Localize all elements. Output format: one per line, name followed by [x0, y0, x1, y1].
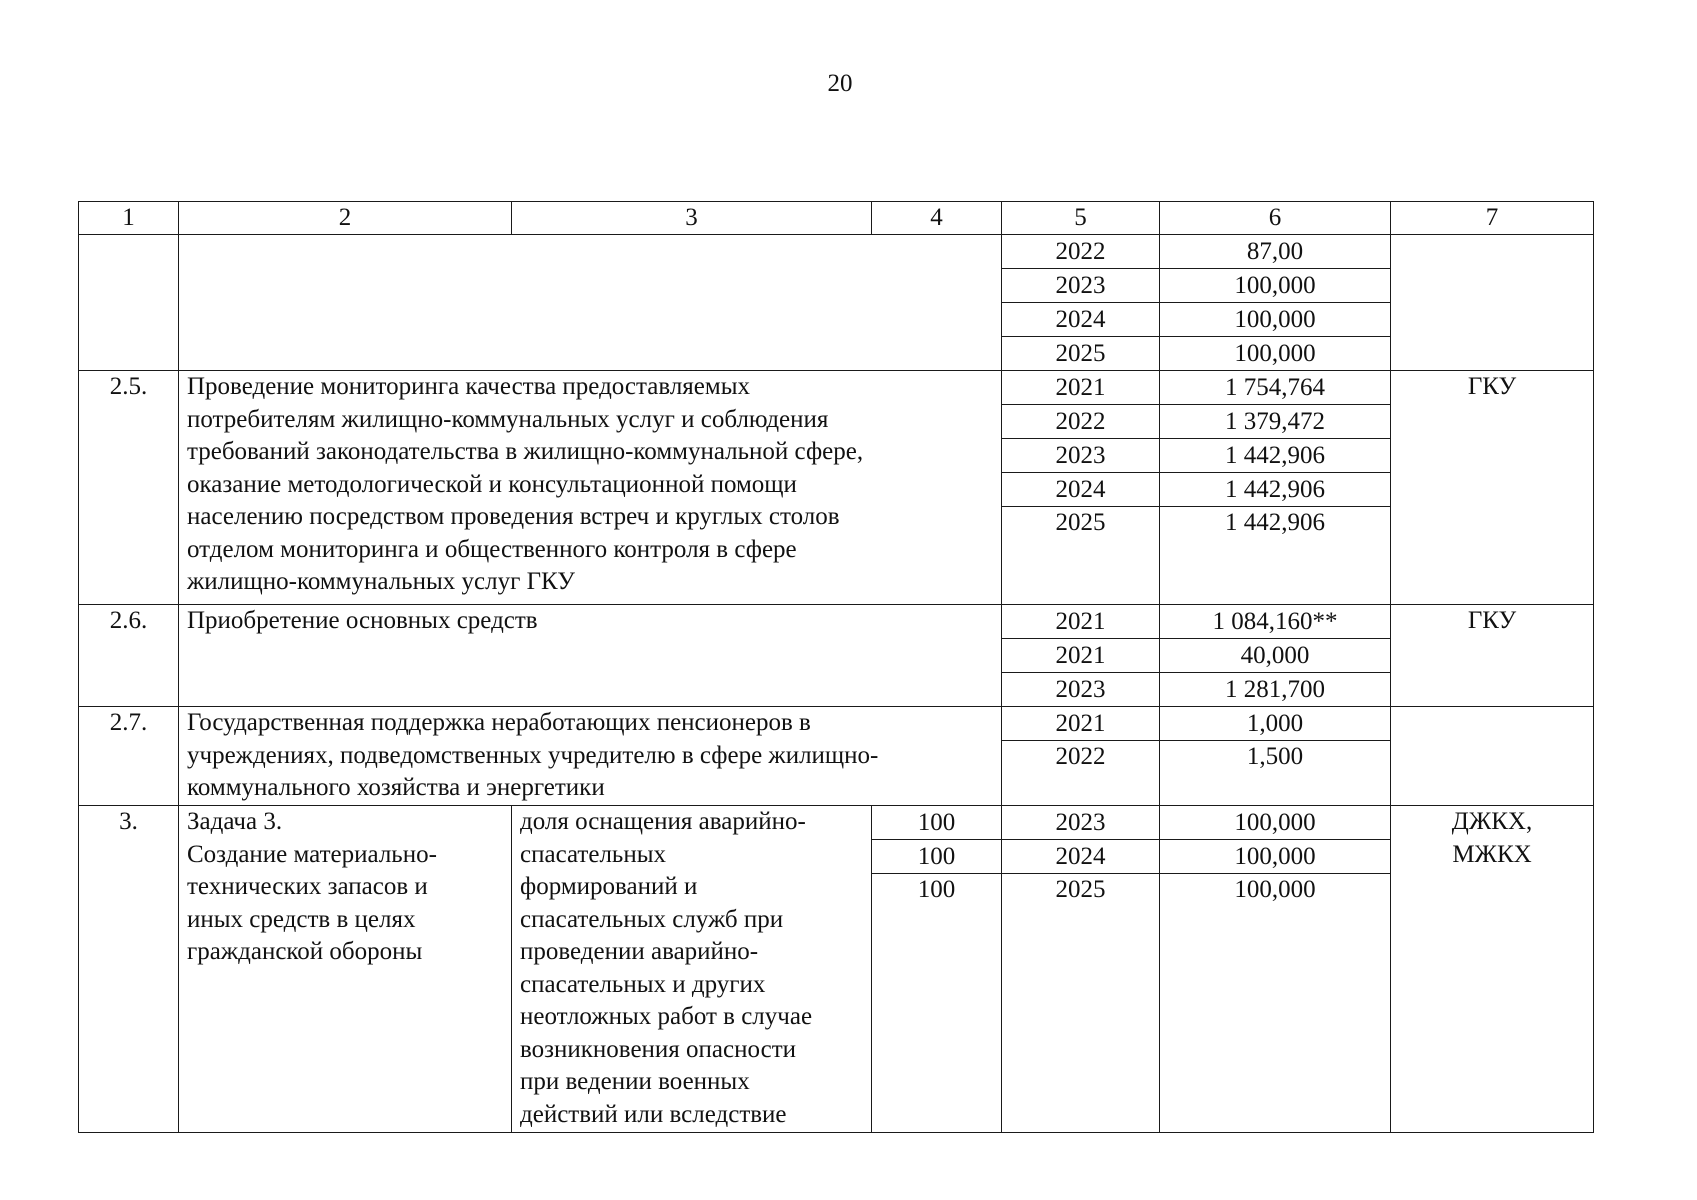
amount-cell: 1 754,764: [1160, 371, 1391, 405]
amount-cell: 1 442,906: [1160, 473, 1391, 507]
indicator-line: неотложных работ в случае: [520, 1003, 813, 1030]
program-measures-table: [78, 201, 1594, 1133]
row-number: 2.5.: [79, 371, 179, 605]
amount-cell: 100,000: [1160, 806, 1391, 840]
executor-cell: [1391, 707, 1594, 806]
indicator-line: при ведении военных: [520, 1068, 750, 1095]
executor-cell: ГКУ: [1391, 605, 1594, 707]
amount-cell: 1 281,700: [1160, 673, 1391, 707]
measure-description: [179, 707, 1002, 806]
measure-line: коммунального хозяйства и энергетики: [187, 774, 605, 801]
row-number: 2.7.: [79, 707, 179, 806]
row-number: 2.6.: [79, 605, 179, 707]
header-col-6: 6: [1160, 202, 1391, 235]
year-cell: 2024: [1002, 303, 1160, 337]
cont-text-cell: [179, 235, 1002, 371]
indicator-line: возникновения опасности: [520, 1035, 797, 1063]
amount-cell: 100,000: [1160, 303, 1391, 337]
year-cell: 2023: [1002, 269, 1160, 303]
row-number: 3.: [79, 806, 179, 1133]
target-value-cell: 100: [872, 840, 1002, 874]
year-cell: 2025: [1002, 874, 1160, 1133]
indicator-line: проведении аварийно-: [520, 938, 759, 965]
executor-cell: ГКУ: [1391, 371, 1594, 605]
target-value-cell: 100: [872, 874, 1002, 1133]
task-line: Создание материально-: [187, 840, 437, 868]
table-row: [79, 371, 1594, 405]
amount-cell: 1 084,160**: [1160, 605, 1391, 639]
task-line: иных средств в целях: [187, 905, 416, 933]
cont-num-cell: [79, 235, 179, 371]
measure-line: Государственная поддержка неработающих пенсионеров в: [187, 709, 811, 736]
header-col-7: 7: [1391, 202, 1594, 235]
year-cell: 2022: [1002, 741, 1160, 806]
amount-cell: 87,00: [1160, 235, 1391, 269]
year-cell: 2022: [1002, 405, 1160, 439]
page-number: 20: [827, 70, 853, 97]
header-col-3: 3: [512, 202, 872, 235]
table-header-row: [79, 202, 1594, 235]
executor-line: ДЖКХ,: [1451, 808, 1533, 835]
indicator-description: [512, 806, 872, 1133]
measure-line: Проведение мониторинга качества предоставляемых: [187, 373, 751, 400]
amount-cell: 100,000: [1160, 269, 1391, 303]
year-cell: 2022: [1002, 235, 1160, 269]
measure-description: [179, 371, 1002, 605]
indicator-line: спасательных служб при: [520, 905, 784, 933]
amount-cell: 1,000: [1160, 707, 1391, 741]
year-cell: 2021: [1002, 639, 1160, 673]
task-line: гражданской обороны: [187, 938, 423, 965]
header-col-5: 5: [1002, 202, 1160, 235]
indicator-line: формирований и: [520, 873, 698, 900]
indicator-line: спасательных и других: [520, 970, 766, 998]
amount-cell: 100,000: [1160, 874, 1391, 1133]
measure-description: Приобретение основных средств: [179, 605, 1002, 707]
year-cell: 2025: [1002, 337, 1160, 371]
measure-line: жилищно-коммунальных услуг ГКУ: [187, 568, 575, 595]
measure-line: учреждениях, подведомственных учредителю в сфере жилищно-: [187, 741, 879, 769]
amount-cell: 1 442,906: [1160, 439, 1391, 473]
task-line: Задача 3.: [187, 808, 283, 835]
year-cell: 2021: [1002, 707, 1160, 741]
header-col-2: 2: [179, 202, 512, 235]
year-cell: 2021: [1002, 605, 1160, 639]
table-row: [79, 605, 1594, 639]
amount-cell: 1 442,906: [1160, 507, 1391, 605]
year-cell: 2023: [1002, 806, 1160, 840]
indicator-line: доля оснащения аварийно-: [520, 808, 806, 835]
year-cell: 2021: [1002, 371, 1160, 405]
table-row: [79, 235, 1594, 269]
measure-line: требований законодательства в жилищно-коммунальной сфере,: [187, 438, 864, 465]
indicator-line: спасательных: [520, 840, 666, 868]
measure-line: населению посредством проведения встреч и круглых столов: [187, 503, 840, 530]
task-description: [179, 806, 512, 1133]
target-value-cell: 100: [872, 806, 1002, 840]
task-line: технических запасов и: [187, 873, 428, 900]
measure-line: оказание методологической и консультационной помощи: [187, 470, 797, 498]
year-cell: 2023: [1002, 673, 1160, 707]
header-col-4: 4: [872, 202, 1002, 235]
measure-line: потребителям жилищно-коммунальных услуг и соблюдения: [187, 405, 829, 433]
year-cell: 2025: [1002, 507, 1160, 605]
cont-executor-cell: [1391, 235, 1594, 371]
year-cell: 2024: [1002, 840, 1160, 874]
year-cell: 2023: [1002, 439, 1160, 473]
table-row: [79, 707, 1594, 741]
indicator-line: действий или вследствие: [520, 1100, 787, 1128]
header-col-1: 1: [79, 202, 179, 235]
measure-line: отделом мониторинга и общественного контроля в сфере: [187, 535, 797, 563]
year-cell: 2024: [1002, 473, 1160, 507]
executor-cell: [1391, 806, 1594, 1133]
amount-cell: 1 379,472: [1160, 405, 1391, 439]
amount-cell: 1,500: [1160, 741, 1391, 806]
table-row: [79, 806, 1594, 840]
executor-line: МЖКХ: [1452, 840, 1532, 868]
amount-cell: 40,000: [1160, 639, 1391, 673]
amount-cell: 100,000: [1160, 337, 1391, 371]
amount-cell: 100,000: [1160, 840, 1391, 874]
